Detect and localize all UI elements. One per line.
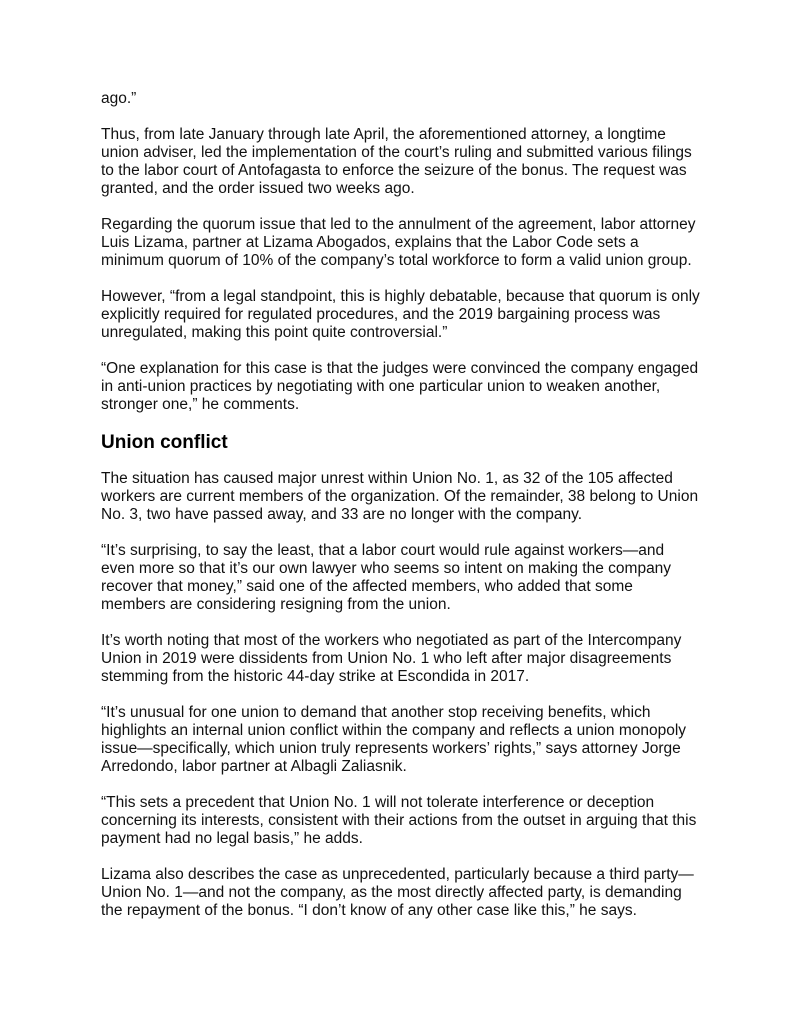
paragraph: Lizama also describes the case as unprecedented, particularly because a third party—Union No. 1—and not the company, as the most directly affected party, is demanding the repayment of the bonus. “I don’t know of any other case like this,” he says. <box>101 866 694 919</box>
paragraph: “It’s surprising, to say the least, that a labor court would rule against workers—and even more so that it’s our own lawyer who seems so intent on making the company recover that money,” said one of the affected members, who added that some members are considering resigning from the union. <box>101 542 672 613</box>
paragraph: ago.” <box>101 90 137 107</box>
paragraph: “It’s unusual for one union to demand that another stop receiving benefits, which highlights an internal union conflict within the company and reflects a union monopoly issue—specifically, which union truly represents workers’ rights,” says attorney Jorge Arredondo, labor partner at Albagli Zaliasnik. <box>101 704 687 775</box>
paragraph: The situation has caused major unrest within Union No. 1, as 32 of the 105 affected workers are current members of the organization. Of the remainder, 38 belong to Union No. 3, two have passed away, and 33 are no longer with the company. <box>101 470 699 523</box>
paragraph: It’s worth noting that most of the workers who negotiated as part of the Intercompany Union in 2019 were dissidents from Union No. 1 who left after major disagreements stemming from the historic 44-day strike at Escondida in 2017. <box>101 632 682 685</box>
paragraph: “This sets a precedent that Union No. 1 will not tolerate interference or deception concerning its interests, consistent with their actions from the outset in arguing that this payment had no legal basis,” he adds. <box>101 794 697 847</box>
paragraph: Regarding the quorum issue that led to the annulment of the agreement, labor attorney Luis Lizama, partner at Lizama Abogados, explains that the Labor Code sets a minimum quorum of 10% of the company’s total workforce to form a valid union group. <box>101 216 696 269</box>
article-body <box>101 90 701 938</box>
section-heading: Union conflict <box>101 432 228 453</box>
paragraph: “One explanation for this case is that the judges were convinced the company engaged in anti-union practices by negotiating with one particular union to weaken another, stronger one,” he comments. <box>101 360 699 413</box>
paragraph: However, “from a legal standpoint, this is highly debatable, because that quorum is only explicitly required for regulated procedures, and the 2019 bargaining process was unregulated, making this point quite controversial.” <box>101 288 700 341</box>
paragraph: Thus, from late January through late April, the aforementioned attorney, a longtime union adviser, led the implementation of the court’s ruling and submitted various filings to the labor court of Antofagasta to enforce the seizure of the bonus. The request was granted, and the order issued two weeks ago. <box>101 126 692 197</box>
